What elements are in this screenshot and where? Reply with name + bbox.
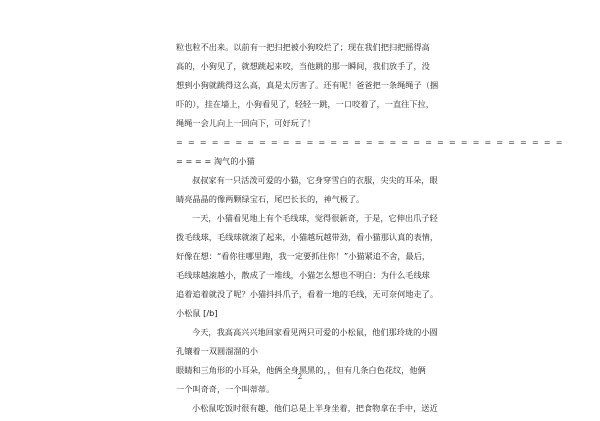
page-number: 2 [297, 373, 303, 381]
text-line: 孔镶着一双圆溜溜的小 [176, 346, 258, 356]
story-title-line [176, 155, 422, 167]
paragraph-cat-story [176, 212, 439, 319]
text-line: 好像在想：“看你往哪里跑，我一定要抓住你！”小猫紧追不舍，最后， [176, 251, 431, 261]
story-title: 淘气的小猫 [213, 156, 255, 166]
paragraph-cat-intro [176, 174, 438, 205]
text-line: 一天，小猫看见地上有个毛线球，觉得很新奇，于是，它伸出爪子轻 [192, 213, 438, 223]
text-line: 眼睛和三角形的小耳朵，他俩全身黑黑的，，但有几条白色花纹，他俩 [176, 365, 426, 375]
text-line: 拨毛线球，毛线球就滚了起来，小猫越玩越带劲，看小猫那认真的表情， [176, 232, 439, 242]
text-line: 今天，我高高兴兴地回家看见两只可爱的小松鼠，他们那玲珑的小圆 [192, 327, 438, 337]
text-line: 睛亮晶晶的像两颗绿宝石，尾巴长长的，神气极了。 [176, 194, 365, 204]
text-line: 毛线球越滚越小，散成了一堆线，小猫怎么想也不明白：为什么毛线球 [176, 270, 430, 280]
text-line: 高的，小狗见了，就想跳起来咬，当他跳的那一瞬间，我们放手了，没 [176, 61, 430, 71]
text-line: 绳绳一会儿向上一回向下，可好玩了！ [176, 118, 316, 128]
text-line: 追着追着就没了呢？小猫抖抖爪子，看着一地的毛线，无可奈何地走了。 [176, 289, 439, 299]
paragraph-dog [176, 41, 439, 129]
paragraph-squirrel-eating [176, 402, 438, 414]
text-line: 粒也粒不出来。以前有一把扫把被小狗咬烂了；现在我们把扫把摇得高 [176, 42, 430, 52]
document-body [176, 41, 564, 421]
separator-prefix: = = = = [176, 156, 212, 166]
text-line: 小松鼠吃饭时很有趣，他们总是上半身坐着，把食物拿在手中，送近 [192, 403, 438, 413]
text-line: 想到小狗就跳得这么高，真是太厉害了。还有呢！爸爸把一条绳绳子（捆 [176, 80, 439, 90]
text-line: 吓的），挂在墙上，小狗看见了，轻轻一跳，一口咬着了，一直往下拉， [176, 99, 434, 109]
text-line: 小松鼠 [/b] [176, 308, 218, 318]
text-line: 叔叔家有一只活泼可爱的小猫，它身穿雪白的衣服，尖尖的耳朵，眼 [192, 175, 438, 185]
paragraph-squirrel-intro [176, 326, 438, 357]
separator-line: = = = = = = = = = = = = = = = = = = = = = = = = = = = = = = = = = [176, 137, 564, 147]
text-line: 一个叫奇奇，一个叫蒂蒂。 [176, 384, 275, 394]
